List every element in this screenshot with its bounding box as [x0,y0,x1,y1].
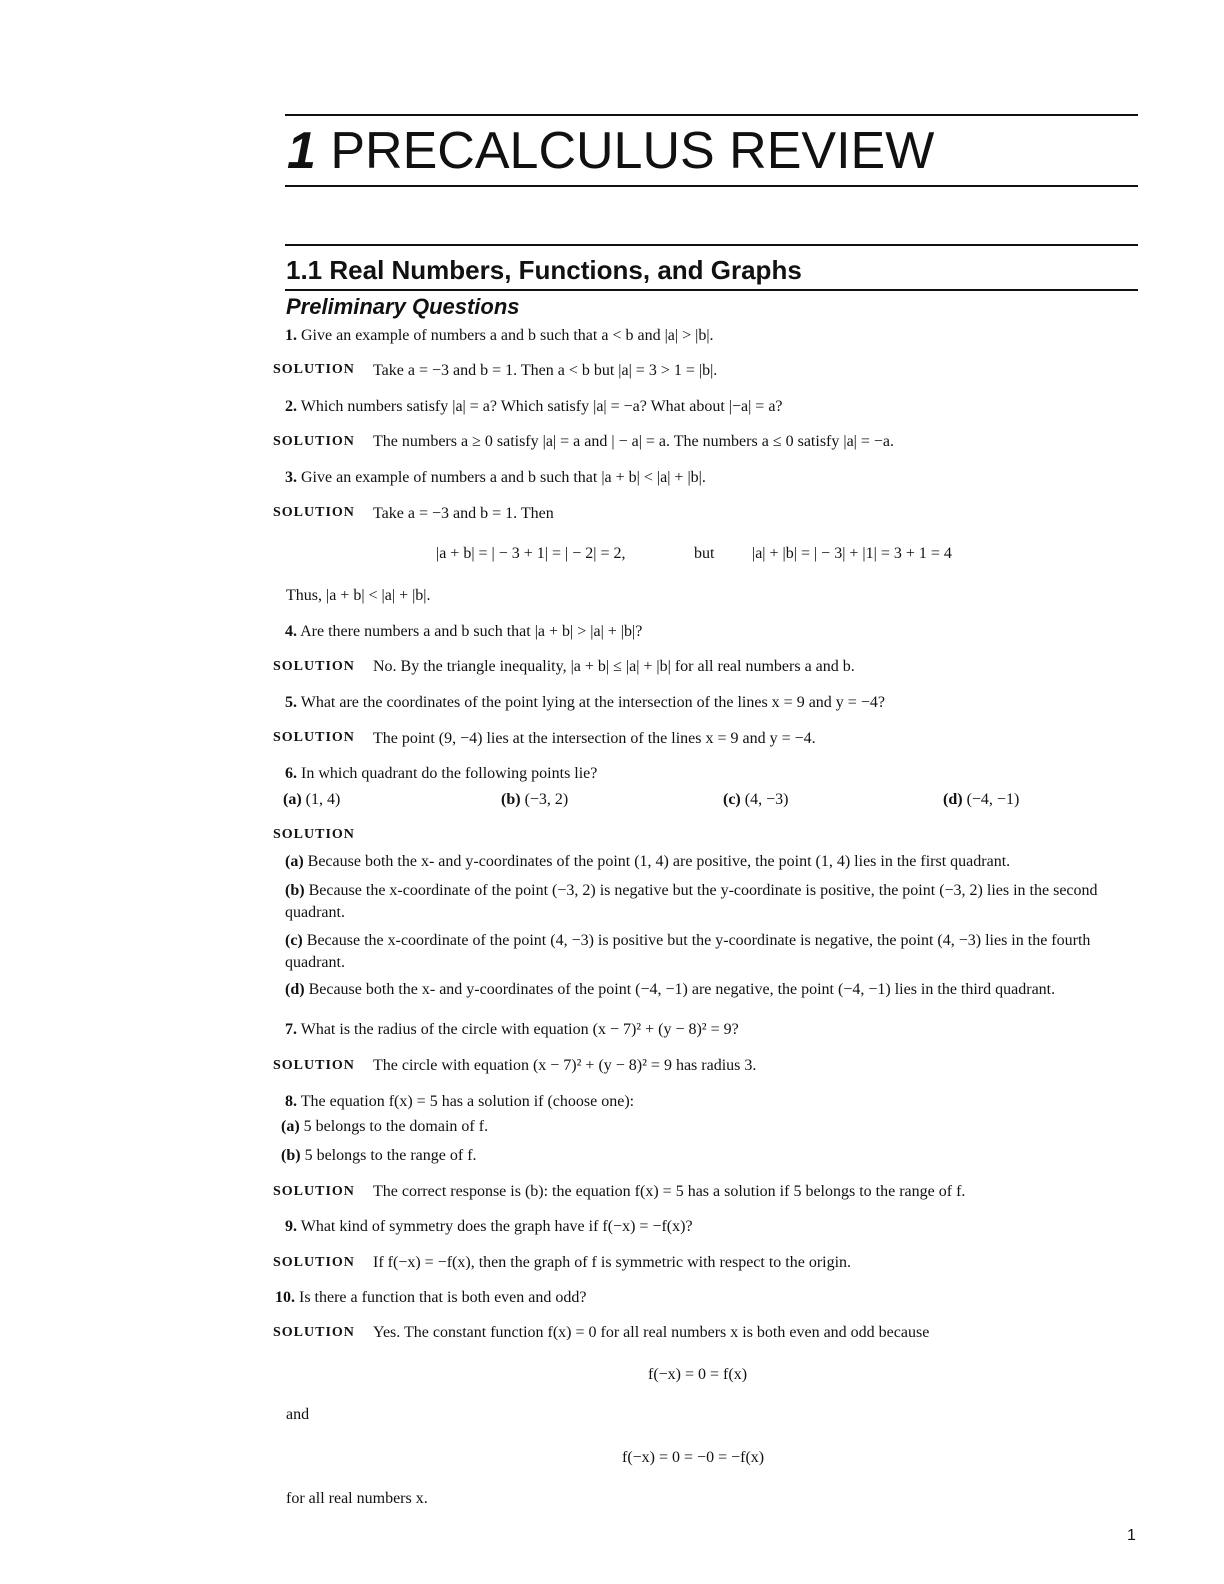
question-7 [285,1020,739,1040]
option-label: (b) [501,791,521,808]
answer-label: (b) [285,882,305,899]
connector-and: and [286,1406,310,1423]
solution-label: SOLUTION [273,1184,355,1199]
question-6 [285,764,597,784]
answer-d [285,980,1140,1000]
option-label: (a) [283,791,302,808]
question-number: 3. [285,469,297,486]
option-text: 5 belongs to the range of f. [304,1147,477,1164]
question-text: The equation f(x) = 5 has a solution if (choose one): [300,1093,635,1110]
option-value: (−4, −1) [966,791,1020,808]
solution-10: Yes. The constant function f(x) = 0 for all real numbers x is both even and odd because [373,1324,930,1341]
question-number: 9. [285,1218,297,1235]
solution-1: Take a = −3 and b = 1. Then a < b but |a| = 3 > 1 = |b|. [373,362,718,379]
answer-text: Because both the x- and y-coordinates of the point (1, 4) are positive, the point (1, 4) lies in the first quadrant. [307,853,1011,870]
answer-b [285,880,1140,924]
solution-label: SOLUTION [273,730,355,745]
question-number: 1. [285,327,297,344]
option-value: (1, 4) [305,791,341,808]
chapter-heading [287,120,934,182]
question-text: Are there numbers a and b such that |a + b| > |a| + |b|? [300,623,643,640]
question-5 [285,693,885,713]
question-number: 8. [285,1093,297,1110]
answer-label: (d) [285,981,305,998]
question-4 [285,622,642,642]
solution-3: Take a = −3 and b = 1. Then [373,505,554,522]
section-title: 1.1 Real Numbers, Functions, and Graphs [286,255,802,285]
chapter-top-rule [285,114,1138,116]
question-text: What kind of symmetry does the graph have if f(−x) = −f(x)? [300,1218,693,1235]
question-text: What is the radius of the circle with equation (x − 7)² + (y − 8)² = 9? [300,1021,739,1038]
solution-label: SOLUTION [273,434,355,449]
display-equation-1: f(−x) = 0 = f(x) [648,1366,748,1383]
solution-9: If f(−x) = −f(x), then the graph of f is symmetric with respect to the origin. [373,1254,852,1271]
answer-a [285,852,1140,872]
chapter-title: PRECALCULUS REVIEW [330,122,935,180]
option-text: 5 belongs to the domain of f. [303,1118,489,1135]
solution-label: SOLUTION [273,362,355,377]
question-number: 4. [285,623,297,640]
display-equation-but: but [694,545,715,562]
solution-7: The circle with equation (x − 7)² + (y − 8)² = 9 has radius 3. [373,1057,757,1074]
section-top-rule [285,244,1138,246]
section-bottom-rule [285,289,1138,291]
chapter-number: 1 [287,122,316,180]
solution-3-conclusion: Thus, |a + b| < |a| + |b|. [286,587,431,604]
answer-text: Because the x-coordinate of the point (−3, 2) is negative but the y-coordinate is positive, the point (−3, 2) lies in the second quadrant. [285,882,1098,921]
question-text: What are the coordinates of the point lying at the intersection of the lines x = 9 and y = −4? [300,694,885,711]
answer-text: Because the x-coordinate of the point (4, −3) is positive but the y-coordinate is negative, the point (4, −3) lies in the fourth quadrant. [285,932,1091,971]
question-number: 7. [285,1021,297,1038]
option-value: (4, −3) [744,791,789,808]
display-equation-left: |a + b| = | − 3 + 1| = | − 2| = 2, [436,545,626,562]
display-equation-2: f(−x) = 0 = −0 = −f(x) [622,1449,765,1466]
solution-label: SOLUTION [273,505,355,520]
solution-label: SOLUTION [273,1325,355,1340]
option-b [281,1146,477,1166]
question-number: 10. [275,1289,295,1306]
question-number: 6. [285,765,297,782]
question-text: Give an example of numbers a and b such that a < b and |a| > |b|. [301,327,714,344]
question-3 [285,468,706,488]
solution-label: SOLUTION [273,1255,355,1270]
solution-label: SOLUTION [273,659,355,674]
option-d [943,790,1019,810]
answer-text: Because both the x- and y-coordinates of the point (−4, −1) are negative, the point (−4, −1) lies in the third quadrant. [308,981,1056,998]
question-number: 2. [285,398,297,415]
answer-label: (a) [285,853,304,870]
solution-label: SOLUTION [273,827,355,842]
question-10 [275,1288,586,1308]
question-text: Give an example of numbers a and b such that |a + b| < |a| + |b|. [301,469,706,486]
option-label: (b) [281,1147,301,1164]
solution-10-conclusion: for all real numbers x. [286,1490,428,1507]
solution-5: The point (9, −4) lies at the intersection of the lines x = 9 and y = −4. [373,730,816,747]
option-label: (c) [723,791,741,808]
question-text: In which quadrant do the following points lie? [301,765,598,782]
question-1 [285,326,714,346]
answer-c [285,930,1140,974]
question-9 [285,1217,693,1237]
page-number: 1 [1127,1527,1136,1544]
question-text: Is there a function that is both even and odd? [299,1289,587,1306]
answer-label: (c) [285,932,303,949]
option-label: (a) [281,1118,300,1135]
solution-2: The numbers a ≥ 0 satisfy |a| = a and | − a| = a. The numbers a ≤ 0 satisfy |a| = −a. [373,433,895,450]
question-number: 5. [285,694,297,711]
question-text: Which numbers satisfy |a| = a? Which satisfy |a| = −a? What about |−a| = a? [300,398,783,415]
question-8 [285,1092,634,1112]
question-2 [285,397,783,417]
option-a [283,790,340,810]
solution-label: SOLUTION [273,1058,355,1073]
display-equation-right: |a| + |b| = | − 3| + |1| = 3 + 1 = 4 [752,545,952,562]
option-b [501,790,568,810]
solution-8: The correct response is (b): the equation f(x) = 5 has a solution if 5 belongs to the range of f. [373,1183,966,1200]
option-label: (d) [943,791,963,808]
section-subtitle: Preliminary Questions [286,294,520,319]
option-c [723,790,788,810]
solution-4: No. By the triangle inequality, |a + b| ≤ |a| + |b| for all real numbers a and b. [373,658,855,675]
option-value: (−3, 2) [524,791,569,808]
chapter-bottom-rule [285,185,1138,187]
option-a [281,1117,488,1137]
